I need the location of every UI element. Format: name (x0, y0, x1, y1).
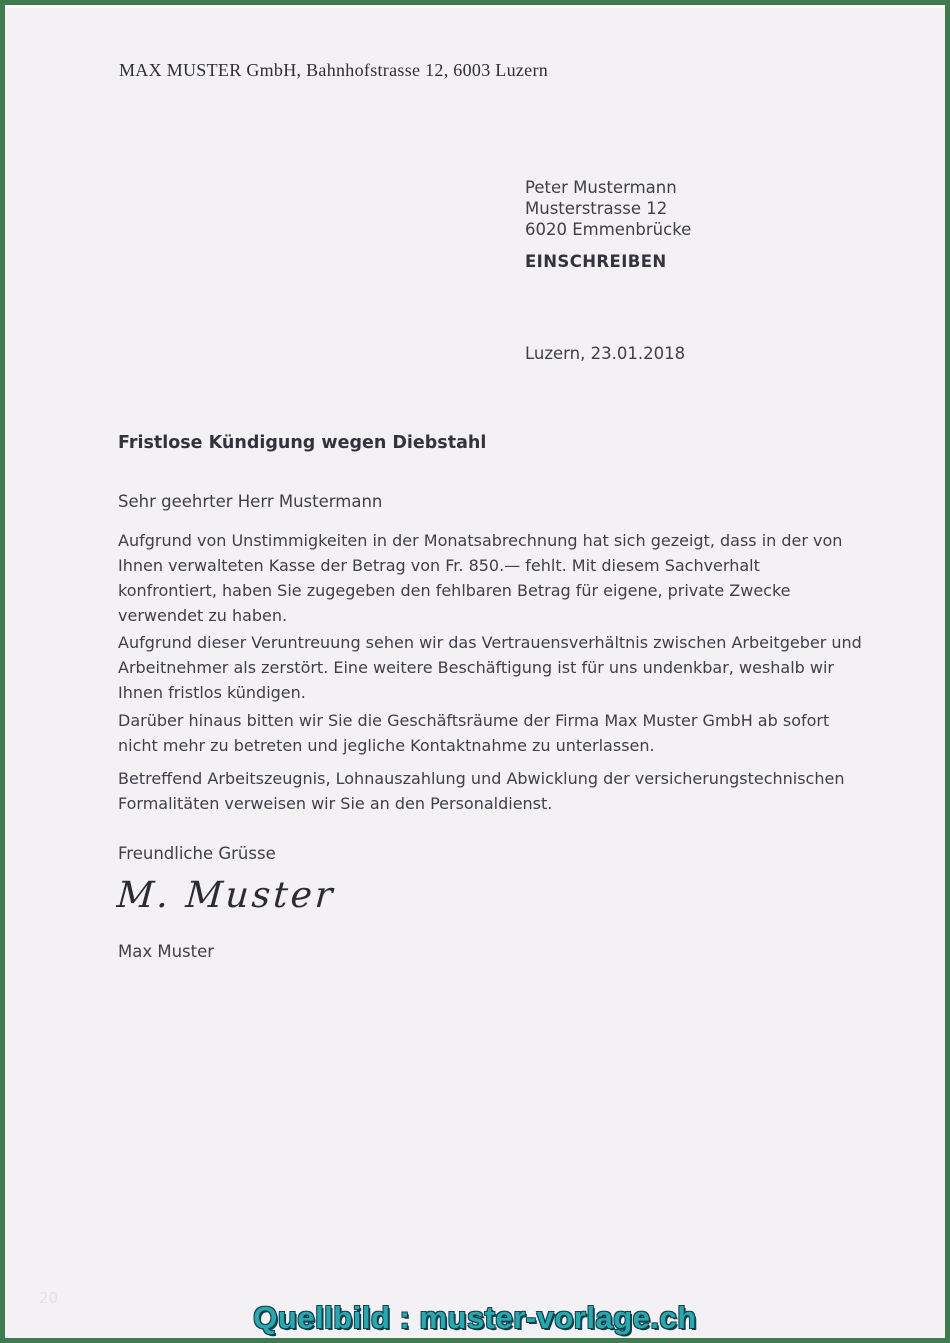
recipient-address-block (525, 177, 691, 240)
salutation: Sehr geehrter Herr Mustermann (118, 492, 383, 511)
body-paragraph-4: Betreffend Arbeitszeugnis, Lohnauszahlung und Abwicklung der versicherungstechnischen Formalitäten verweisen wir Sie an den Personaldienst. (118, 769, 845, 813)
sender-address-line: MAX MUSTER GmbH, Bahnhofstrasse 12, 6003 Luzern (119, 60, 549, 80)
recipient-street: Musterstrasse 12 (525, 199, 668, 218)
recipient-city: 6020 Emmenbrücke (525, 220, 692, 239)
delivery-method-label: EINSCHREIBEN (525, 252, 667, 271)
signer-name: Max Muster (118, 942, 215, 961)
page-top-strip (5, 5, 945, 8)
date-line: Luzern, 23.01.2018 (525, 344, 686, 363)
subject-line: Fristlose Kündigung wegen Diebstahl (118, 433, 487, 453)
body-paragraph-2: Aufgrund dieser Veruntreuung sehen wir das Vertrauensverhältnis zwischen Arbeitgeber und Arbeitnehmer als zerstört. Eine weitere Beschäftigung ist für uns undenkbar, weshalb wir Ihnen fristlos kündigen. (118, 633, 862, 702)
faint-page-number: 20 (39, 1289, 59, 1307)
handwritten-signature: M. Muster (115, 875, 337, 916)
body-paragraph-1: Aufgrund von Unstimmigkeiten in der Monatsabrechnung hat sich gezeigt, dass in der von Ihnen verwalteten Kasse der Betrag von Fr. 850.— fehlt. Mit diesem Sachverhalt konfrontiert, haben Sie zugegeben den fehlbaren Betrag für eigene, private Zwecke verwendet zu haben. (118, 531, 843, 625)
closing-line: Freundliche Grüsse (118, 844, 276, 863)
recipient-name: Peter Mustermann (525, 178, 677, 197)
body-paragraph-3: Darüber hinaus bitten wir Sie die Geschäftsräume der Firma Max Muster GmbH ab sofort nicht mehr zu betreten und jegliche Kontaktnahme zu unterlassen. (118, 711, 830, 755)
source-caption: Quellbild : muster-vorlage.ch (253, 1300, 697, 1335)
